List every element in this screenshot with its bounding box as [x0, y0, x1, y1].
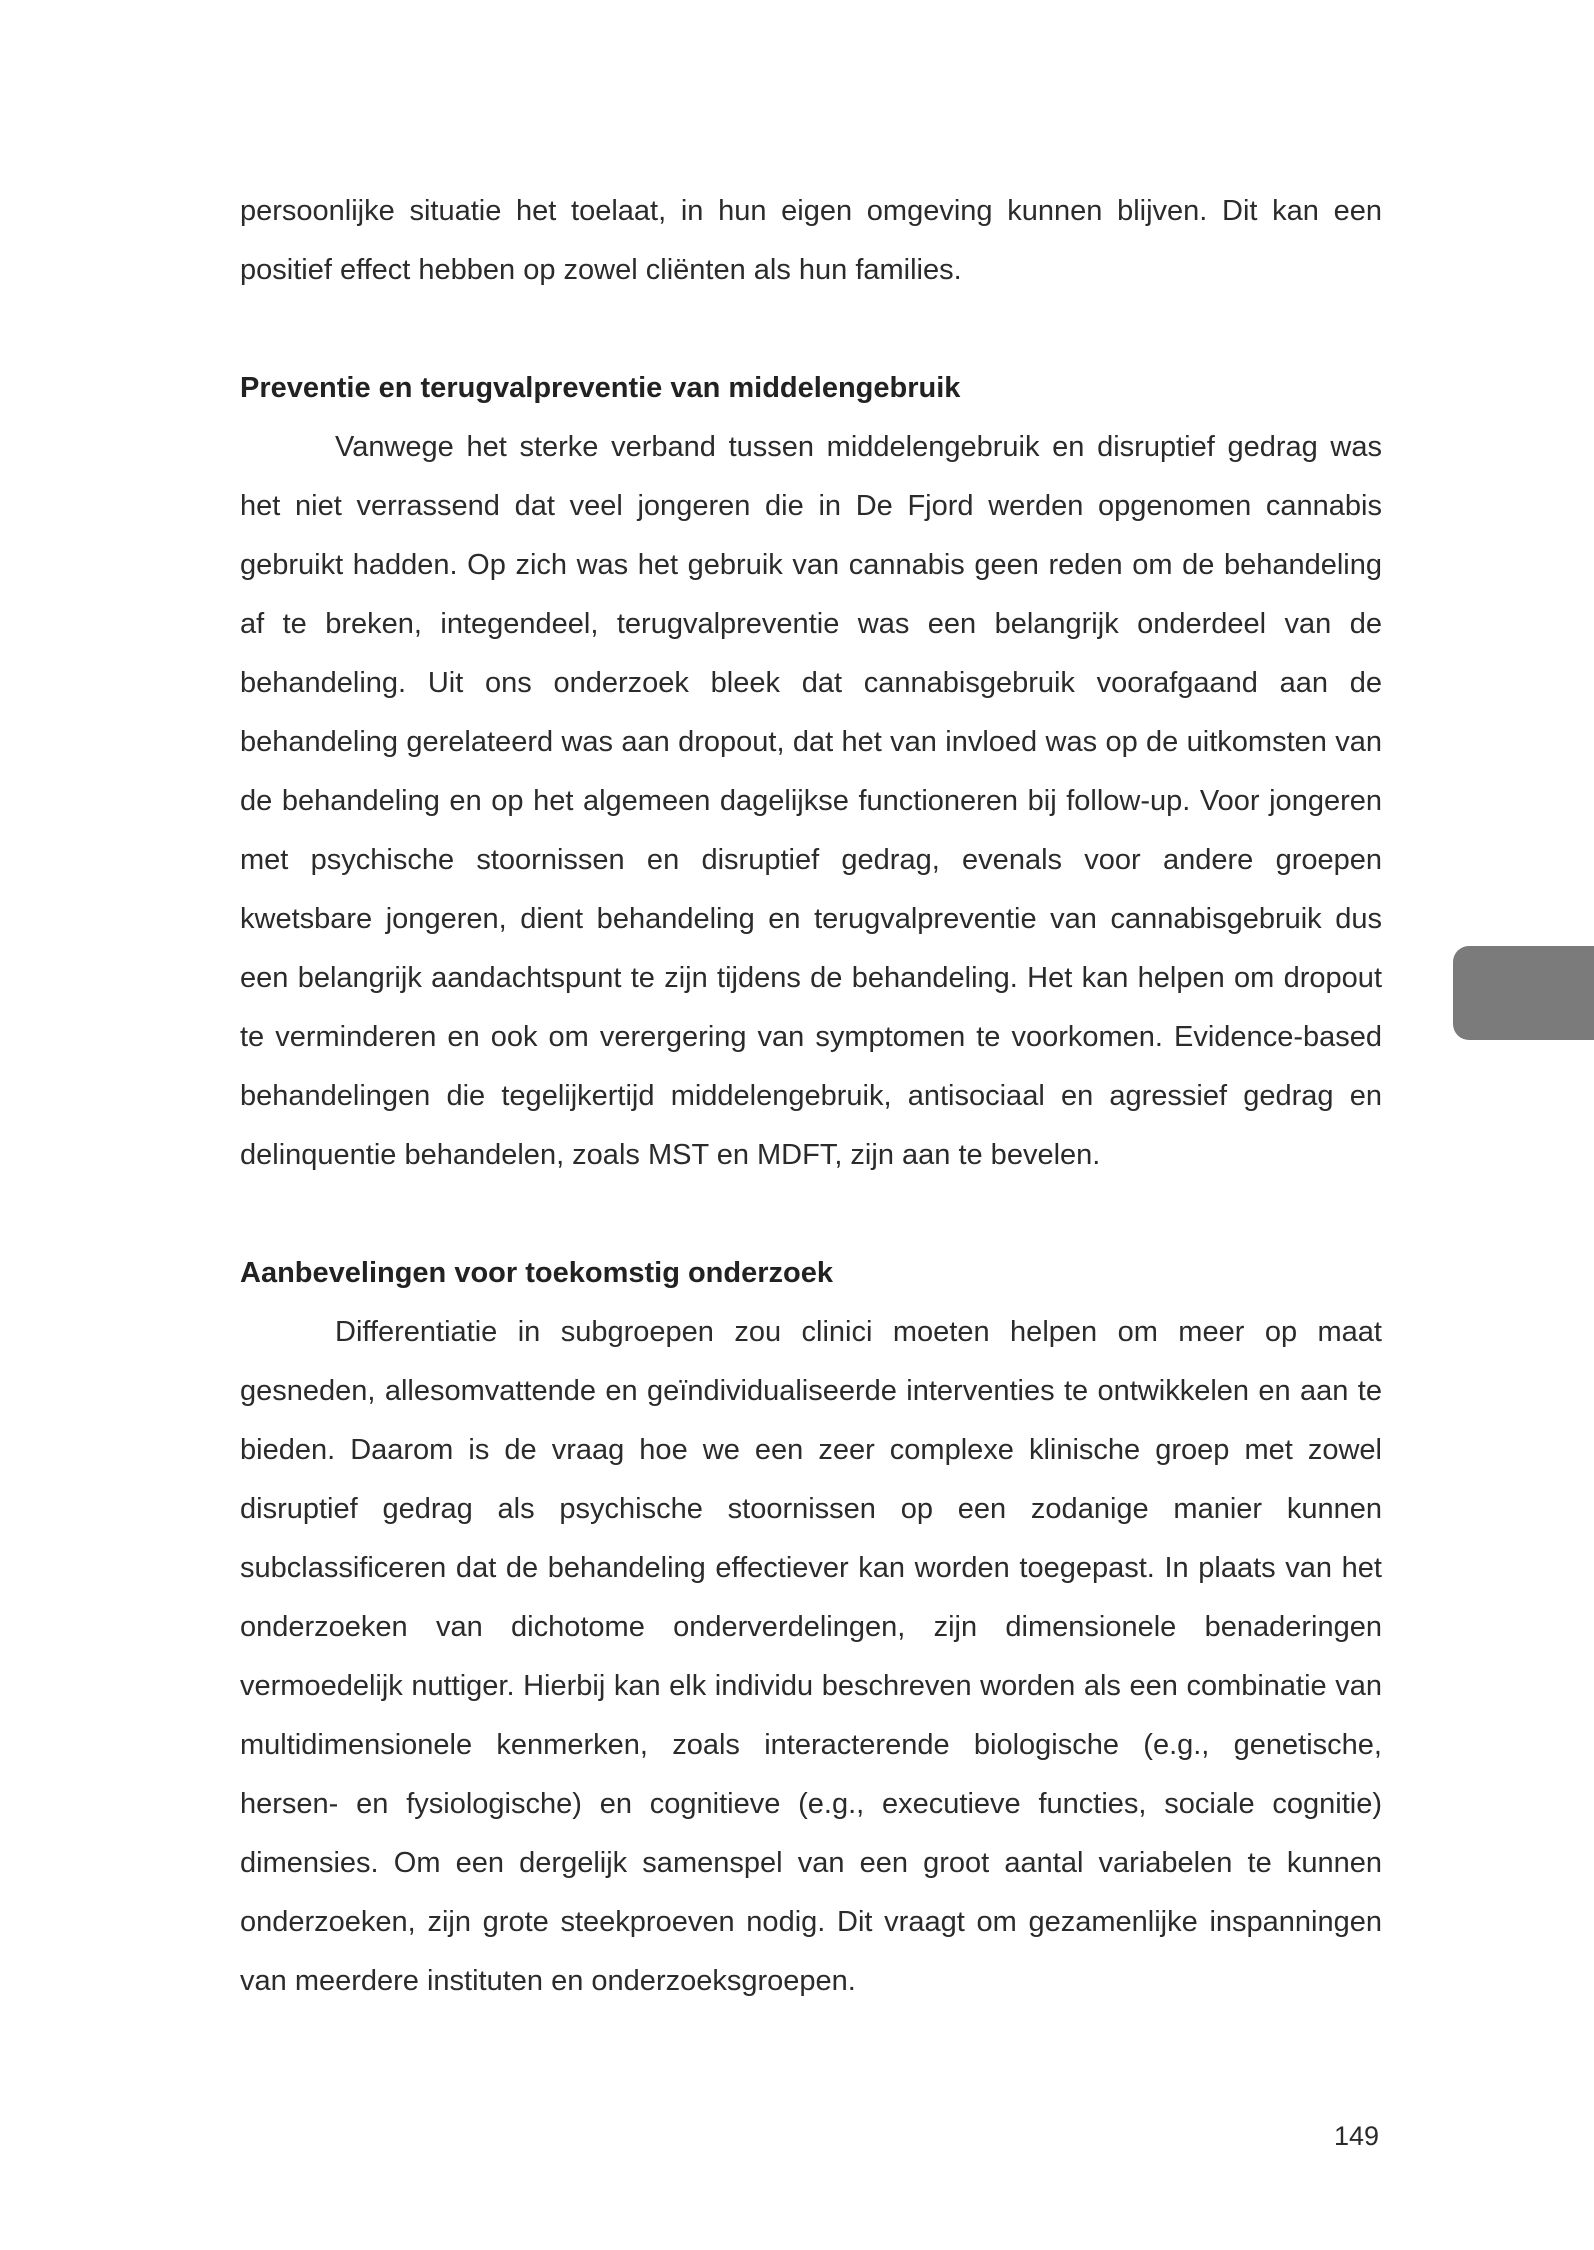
intro-paragraph: persoonlijke situatie het toelaat, in hun eigen omgeving kunnen blijven. Dit kan een positief effect hebben op zowel cliënten als hun families.: [240, 195, 1382, 286]
section-spacer: [240, 300, 1382, 359]
section-heading-prevention: Preventie en terugvalpreventie van middelengebruik: [240, 372, 961, 404]
prevention-paragraph: Vanwege het sterke verband tussen middelengebruik en disruptief gedrag was het niet verrassend dat veel jongeren die in De Fjord werden opgenomen cannabis gebruikt hadden. Op zich was het gebruik van cannabis geen reden om de behandeling af te breken, integendeel, terugvalpreventie was een belangrijk onderdeel van de behandeling. Uit ons onderzoek bleek dat cannabisgebruik voorafgaand aan de behandeling gerelateerd was aan dropout, dat het van invloed was op de uitkomsten van de behandeling en op het algemeen dagelijkse functioneren bij follow-up. Voor jongeren met psychische stoornissen en disruptief gedrag, evenals voor andere groepen kwetsbare jongeren, dient behandeling en terugvalpreventie van cannabisgebruik dus een belangrijk aandachtspunt te zijn tijdens de behandeling. Het kan helpen om dropout te verminderen en ook om verergering van symptomen te voorkomen. Evidence-based behandelingen die tegelijkertijd middelengebruik, antisociaal en agressief gedrag en delinquentie behandelen, zoals MST en MDFT, zijn aan te bevelen.: [240, 431, 1382, 1171]
section-spacer: [240, 1185, 1382, 1244]
page-content: [240, 182, 1382, 2011]
recommendations-paragraph: Differentiatie in subgroepen zou clinici moeten helpen om meer op maat gesneden, allesomvattende en geïndividualiseerde interventies te ontwikkelen en aan te bieden. Daarom is de vraag hoe we een zeer complexe klinische groep met zowel disruptief gedrag als psychische stoornissen op een zodanige manier kunnen subclassificeren dat de behandeling effectiever kan worden toegepast. In plaats van het onderzoeken van dichotome onderverdelingen, zijn dimensionele benaderingen vermoedelijk nuttiger. Hierbij kan elk individu beschreven worden als een combinatie van multidimensionele kenmerken, zoals interacterende biologische (e.g., genetische, hersen- en fysiologische) en cognitieve (e.g., executieve functies, sociale cognitie) dimensies. Om een dergelijk samenspel van een groot aantal variabelen te kunnen onderzoeken, zijn grote steekproeven nodig. Dit vraagt om gezamenlijke inspanningen van meerdere instituten en onderzoeksgroepen.: [240, 1316, 1382, 1997]
chapter-thumb-tab: [1453, 946, 1594, 1040]
section-heading-recommendations: Aanbevelingen voor toekomstig onderzoek: [240, 1257, 833, 1289]
page-number: 149: [1334, 2121, 1380, 2151]
